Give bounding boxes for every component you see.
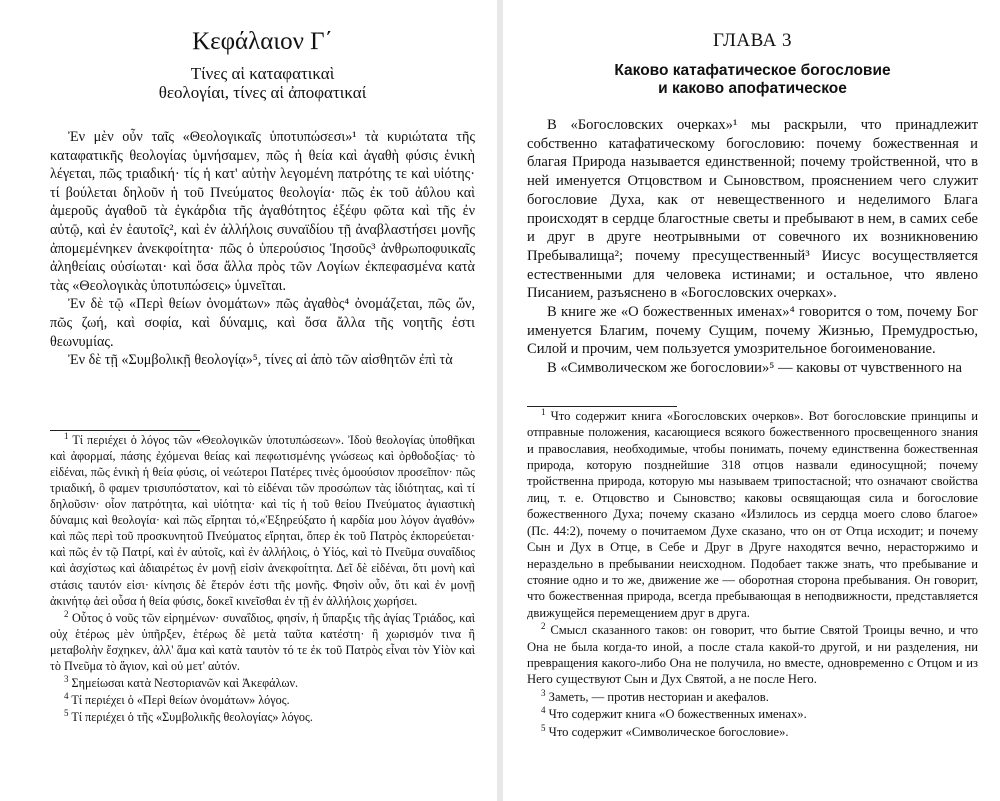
footnote-text: Что содержит книга «Богословских очерков». Вот богословские принципы и отправные положения, касающиеся всякого божественного просвещенного знания и православия, необходимые, чтобы понимать, почему единственна божественная природа, которую позднейшие 318 отцов назвали единосущной; почему тройственна природа, которую мы называем трипостасной; что означают свойства лиц, т. е. Отцовство и Сыновство; каковы освящающая сила и богословие божественного Духа; почему сказано «Излилось из сердца моего слово благое» (Пс. 44:2), почему о почитаемом Духе сказано, что он от Отца исходит; и почему Сын и Дух в Отце, в Себе и Друг в Друге находятся вечно, нерасторжимо и нераздельно в пребывании неисходном. Подобает также знать, что пребывание и стояние одно и то же, движение же — оборотная сторона пребывания. Он говорит, что божественная природа, всегда пребывающая в неподвижности, представляется движущейся перемещением друг в друга.: [527, 408, 978, 620]
footnote-number: 2: [64, 608, 69, 619]
footnote-text: Τί περιέχει ὁ τῆς «Συμβολικῆς θεολογίας» λόγος.: [71, 710, 313, 725]
footnote-number: 3: [541, 687, 546, 698]
footnote-number: 1: [541, 406, 546, 417]
subtitle-line-1: Каково катафатическое богословие: [614, 62, 891, 79]
footnote-text: Τί περιέχει ὁ λόγος τῶν «Θεολογικῶν ὑποτυπώσεων». Ἰδοὺ θεολογίας ὑποθῆκαι καὶ ἀφορμαί, πάσης ἐχόμεναι θείας καὶ πεφωτισμένης γνώσεως καὶ ὀρθοδοξίας· τὸ εἰδέναι, πῶς ἑνικὴ ἡ θεία φύσις, οἱ νεώτεροι Πατέρες τινὲς ὁμοούσιον προσεῖπον· πῶς τριαδική, ὃ φαμεν τρισυπόστατον, καὶ τὸ εἰδέναι τῶν προσώπων τὰς ἰδιότητας, καὶ τί δηλοῦσιν· οἷον πατρότητα, καὶ υἱότητα· καὶ τίς ἡ τοῦ θείου Πνεύματος ἀγιαστικὴ δύναμις καὶ θεολογία· καὶ πῶς εἴρηται τό,«Ἐξηρεύξατο ἡ καρδία μου λόγον ἀγαθόν» καὶ πῶς περὶ τοῦ προσκυνητοῦ Πνεύματος εἴρηται, ὅπερ ἐκ τοῦ Πατρὸς ἐκπορεύεται· καὶ πῶς ἐν τῷ Πατρί, καὶ ἐν αὐτοῖς, καὶ ἐν ἀλλήλοις, ὁ Υἱός, καὶ τὸ Πνεῦμα συναΐδιος καὶ ἀσχίστως καὶ ἀδιαιρέτως ἐν μονῇ εἰσὶν ἀνεκφοίτητα. Δεῖ δὲ εἰδέναι, ὅτι μονὴ καὶ στάσις ταυτόν εἰσι· κίνησις δὲ ἕτερόν ἐστι τῆς μονῆς. Φησὶν οὖν, ὅτι καὶ ἐν μονῇ ἀκινήτῳ ἀεὶ οὖσα ἡ θεία φύσις, δοκεῖ κινεῖσθαι ἐν τῇ ἐν ἀλλήλοις χωρήσει.: [50, 432, 476, 608]
footnote-4: [50, 692, 475, 708]
body-paragraph-3: В «Символическом же богословии»⁵ — каковы от чувственного на: [547, 360, 963, 377]
subtitle-line-2: и каково апофатическое: [658, 80, 847, 97]
footnote-1: [527, 408, 978, 621]
footnote-4: [527, 706, 978, 722]
footnote-number: 3: [64, 674, 69, 685]
subtitle-line-1: Τίνες αἱ καταφατικαὶ: [190, 64, 335, 83]
footnote-2: [527, 622, 978, 688]
footnote-number: 5: [541, 722, 546, 733]
body-paragraph-3: Ἐν δὲ τῇ «Συμβολικῇ θεολογίᾳ»⁵, τίνες αἱ ἀπὸ τῶν αἰσθητῶν ἐπὶ τὰ: [68, 352, 453, 369]
footnote-text: Заметь, — против несториан и акефалов.: [548, 689, 769, 704]
chapter-subtitle-russian: [527, 62, 978, 98]
footnote-text: Смысл сказанного таков: он говорит, что бытие Святой Троицы вечно, и что Она не была когда-то иной, а после стала какой-то другой, и ни разделения, ни превращения какого-либо Она не получила, но вместе, одновременно с Отцом и из Него существуют Сын и Дух Святой, а не после Него.: [527, 623, 978, 687]
body-paragraph-1: Ἐν μὲν οὖν ταῖς «Θεολογικαῖς ὑποτυπώσεσι»¹ τὰ κυριώτατα τῆς καταφατικῆς θεολογίας ὑμνήσαμεν, πῶς ἡ θεία καὶ ἀγαθὴ φύσις ἑνικὴ λέγεται, πῶς τριαδική· τίς ἡ κατ' αὐτὴν λεγομένη πατρότης τε καὶ υἱότης· τί βούλεται δηλοῦν ἡ τοῦ Πνεύματος θεολογία· πῶς ἐκ τοῦ ἀΰλου καὶ ἀμεροῦς ἀγαθοῦ τὰ ἐγκάρδια τῆς ἀγαθότητος ἐξέφυ φῶτα καὶ τῆς ἐν αὐτῷ, καὶ ἐν ἑαυτοῖς², καὶ ἐν ἀλλήλοις συναϊδίου τῇ ἀναβλαστήσει μονῆς ἀπομεμένηκεν ἀνεκφοίτητα· πῶς ὁ ὑπερούσιος Ἰησοῦς³ ἀνθρωποφυικαῖς ἀληθείαις οὐσίωται· καὶ ὅσα ἄλλα πρὸς τῶν Λογίων ἐκπεφασμένα κατὰ τὰς «Θεολογικὰς ὑποτυπώσεις» ὑμνεῖται.: [50, 129, 475, 294]
footnote-text: Τί περιέχει ὁ «Περὶ θείων ὀνομάτων» λόγος.: [71, 693, 290, 708]
body-paragraph-1: В «Богословских очерках»¹ мы раскрыли, что принадлежит собственно катафатическому богословию: почему божественная и благая Природа называется единственной; почему тройственной, что в ней именуется Отцовством и Сыновством, прояснением чего служит богословие Духа, как от невещественного и неделимого Блага происходят в сердце благостные светы и пребывают в нем, в самих себе и друг в друге неотрывными от совечного их возникновению Пребывалища²; почему пресущественный³ Иисус восуществляется естественными для человека истинами; и остальное, что явлено Писанием, разъяснено в «Богословских очерках».: [527, 117, 978, 302]
footnote-text: Что содержит «Символическое богословие».: [548, 724, 789, 739]
body-paragraph-2: В книге же «О божественных именах»⁴ говорится о том, почему Бог именуется Благим, почему Сущим, почему Жизнью, Премудростью, Силой и прочим, чем пользуется умозрительное богоименование.: [527, 304, 978, 358]
footnote-3: [50, 675, 475, 691]
footnote-separator: [527, 406, 677, 407]
chapter-subtitle-greek: [50, 64, 475, 102]
footnote-number: 4: [541, 704, 546, 715]
body-paragraph-2: Ἐν δὲ τῷ «Περὶ θείων ὀνομάτων» πῶς ἀγαθὸς⁴ ὀνομάζεται, πῶς ὤν, πῶς ζωή, καὶ σοφία, καὶ δύναμις, καὶ ὅσα ἄλλα τῆς νοητῆς ἐστι θεωνυμίας.: [50, 296, 475, 350]
footnote-number: 5: [64, 708, 69, 719]
footnote-5: [50, 709, 475, 725]
subtitle-line-2: θεολογίαι, τίνες αἱ ἀποφατικαί: [158, 83, 367, 102]
right-page-russian: [503, 0, 1000, 801]
footnote-text: Σημείωσαι κατὰ Νεστοριανῶν καὶ Ἀκεφάλων.: [71, 676, 299, 691]
footnote-number: 4: [64, 691, 69, 702]
footnote-text: Что содержит книга «О божественных именах».: [548, 707, 807, 722]
left-page-greek: [0, 0, 497, 801]
footnote-1: [50, 432, 475, 609]
footnote-3: [527, 689, 978, 705]
chapter-title-russian: ГЛАВА 3: [712, 30, 793, 51]
footnote-number: 2: [541, 620, 546, 631]
footnote-5: [527, 724, 978, 740]
footnote-separator: [50, 430, 200, 431]
chapter-title-greek: Κεφάλαιον Γ΄: [192, 28, 333, 55]
footnote-number: 1: [64, 430, 69, 441]
footnote-2: [50, 610, 475, 674]
footnote-text: Οὗτος ὁ νοῦς τῶν εἰρημένων· συναΐδιος, φησίν, ἡ ὕπαρξις τῆς ἁγίας Τριάδος, καὶ οὐχ ἑτέρως μὲν ὑπῆρξεν, ἑτέρως δὲ μετὰ ταῦτα κατέστη· ἢ χωρισμόν τινα ἢ μεταβολὴν ἔσχηκεν, ἀλλ' ἅμα καὶ κατὰ ταυτὸν τό τε ἐκ τοῦ Πατρὸς εἶναι τὸν Υἱὸν καὶ τὸ Πνεῦμα τὸ ἅγιον, καὶ οὐ μετ' αὐτόν.: [50, 610, 476, 674]
